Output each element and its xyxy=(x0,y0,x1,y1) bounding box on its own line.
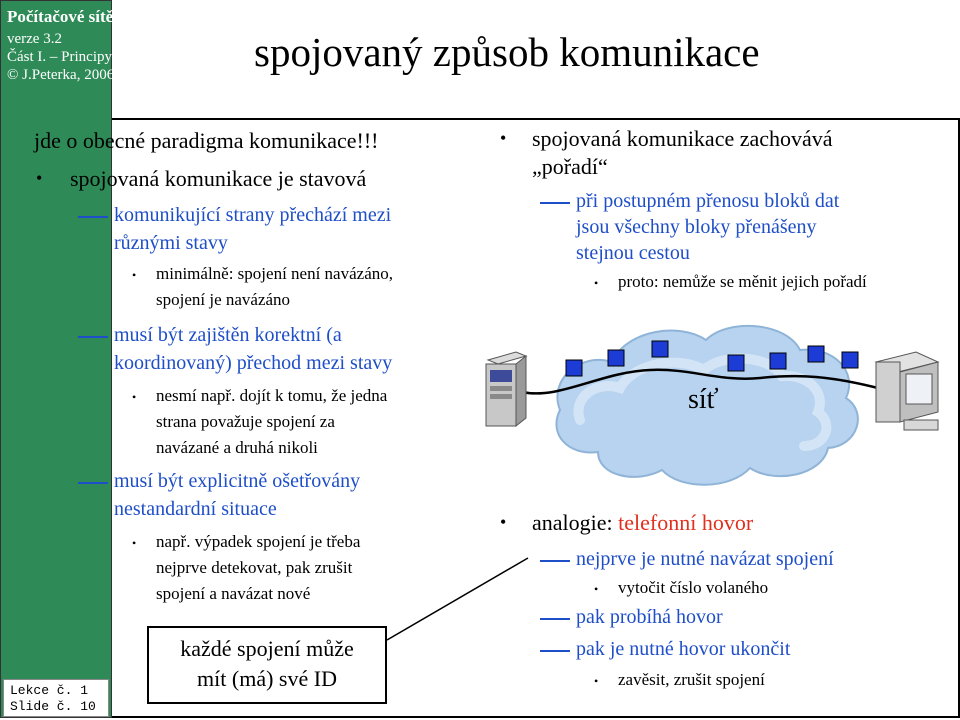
box-line1: každé spojení může xyxy=(180,636,354,661)
network-label: síť xyxy=(688,384,719,415)
dash-terminate: pak je nutné hovor ukončit xyxy=(576,638,791,660)
course-title: Počítačové sítě xyxy=(7,7,114,26)
data-block xyxy=(608,350,624,366)
dash-icon xyxy=(540,560,570,562)
dash-transition-line2: koordinovaný) přechod mezi stavy xyxy=(114,352,393,374)
version-label: verze 3.2 xyxy=(7,31,62,47)
bullet-order-line1: spojovaná komunikace zachovává xyxy=(532,126,833,151)
sub-hangup: zavěsit, zrušit spojení xyxy=(618,670,765,689)
sub-notallowed-line2: strana považuje spojení za xyxy=(156,412,335,431)
dash-states-line2: různými stavy xyxy=(114,232,228,254)
data-block xyxy=(566,360,582,376)
slide-title: spojovaný způsob komunikace xyxy=(254,29,760,75)
sub-failure-line1: např. výpadek spojení je třeba xyxy=(156,532,361,551)
sub-bullet-icon: • xyxy=(132,536,137,550)
bullet-stateful: spojovaná komunikace je stavová xyxy=(70,166,367,191)
workstation-icon xyxy=(876,352,938,430)
dash-transition-line1: musí být zajištěn korektní (a xyxy=(114,324,342,346)
dash-establish: nejprve je nutné navázat spojení xyxy=(576,548,834,570)
sub-minimal-line1: minimálně: spojení není navázáno, xyxy=(156,264,393,283)
sub-failure-line3: spojení a navázat nové xyxy=(156,584,311,603)
sub-failure-line2: nejprve detekovat, pak zrušit xyxy=(156,558,353,577)
analogy-prefix: analogie: xyxy=(532,510,619,535)
dash-states-line1: komunikující strany přechází mezi xyxy=(114,204,392,226)
data-block xyxy=(808,346,824,362)
slide-number: Slide č. 10 xyxy=(10,699,96,714)
bullet-icon: • xyxy=(500,128,507,148)
dash-icon xyxy=(540,618,570,620)
sub-notallowed-line3: navázané a druhá nikoli xyxy=(156,438,318,457)
data-block xyxy=(652,341,668,357)
sub-bullet-icon: • xyxy=(594,276,599,290)
data-block xyxy=(770,353,786,369)
box-line2: mít (má) své ID xyxy=(197,666,337,691)
dash-blocks-line2: jsou všechny bloky přenášeny xyxy=(576,216,817,238)
bullet-icon: • xyxy=(36,168,43,188)
bullet-order-line2: „pořadí“ xyxy=(532,154,608,179)
intro-text: jde o obecné paradigma komunikace!!! xyxy=(34,128,379,153)
lecture-number: Lekce č. 1 xyxy=(10,683,89,698)
analogy-highlight: telefonní hovor xyxy=(618,510,754,535)
sub-minimal-line2: spojení je navázáno xyxy=(156,290,291,309)
sub-notallowed-line1: nesmí např. dojít k tomu, že jedna xyxy=(156,386,388,405)
server-icon xyxy=(486,352,526,426)
part-label: Část I. – Principy xyxy=(7,49,112,65)
bullet-analogy xyxy=(532,510,753,536)
sub-bullet-icon: • xyxy=(132,268,137,282)
data-block xyxy=(842,352,858,368)
sub-bullet-icon: • xyxy=(594,674,599,688)
dash-blocks-line1: při postupném přenosu bloků dat xyxy=(576,190,840,212)
pointer-line xyxy=(387,558,528,640)
sub-bullet-icon: • xyxy=(132,390,137,404)
copyright-label: © J.Peterka, 2006 xyxy=(7,67,115,83)
dash-blocks-line3: stejnou cestou xyxy=(576,242,690,264)
sub-bullet-icon: • xyxy=(594,582,599,596)
dash-explicit-line1: musí být explicitně ošetřovány xyxy=(114,470,361,492)
sub-dial: vytočit číslo volaného xyxy=(618,578,769,597)
dash-call: pak probíhá hovor xyxy=(576,606,723,628)
data-block xyxy=(728,355,744,371)
dash-explicit-line2: nestandardní situace xyxy=(114,498,277,520)
sub-order-text: proto: nemůže se měnit jejich pořadí xyxy=(618,272,867,291)
dash-icon xyxy=(540,650,570,652)
bullet-icon: • xyxy=(500,512,507,532)
